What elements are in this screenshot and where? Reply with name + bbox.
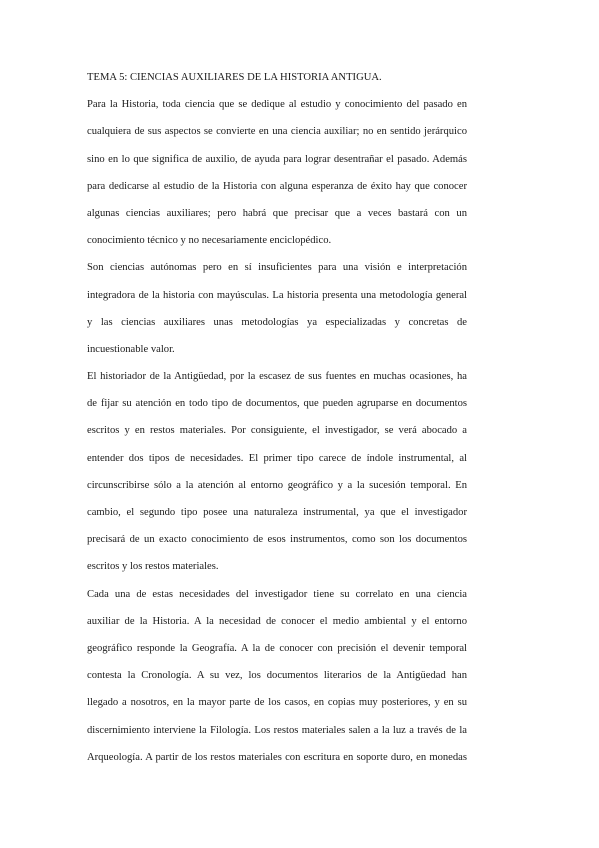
paragraph-3-line-1: El historiador de la Antigüedad, por la escasez de sus fuentes en muchas ocasiones, ha	[87, 371, 467, 383]
paragraph-1-line-4: para dedicarse al estudio de la Historia con alguna esperanza de éxito hay que conocer	[87, 180, 467, 192]
document-body	[87, 70, 467, 777]
paragraph-4-line-4: contesta la Cronología. A su vez, los documentos literarios de la Antigüedad han	[87, 670, 467, 682]
paragraph-4-line-7: Arqueología. A partir de los restos materiales con escritura en soporte duro, en monedas	[87, 751, 467, 763]
paragraph-4-line-6: discernimiento interviene la Filología. Los restos materiales salen a la luz a través de la	[87, 724, 467, 736]
paragraph-3-line-8: escritos y los restos materiales.	[87, 561, 219, 573]
paragraph-4-line-5: llegado a nosotros, en la mayor parte de los casos, en copias muy posteriores, y en su	[87, 697, 467, 709]
paragraph-3-line-6: cambio, el segundo tipo posee una naturaleza instrumental, ya que el investigador	[87, 507, 467, 518]
paragraph-4-line-3: geográfico responde la Geografía. A la de conocer con precisión el devenir temporal	[87, 642, 467, 654]
paragraph-1-line-3: sino en lo que significa de auxilio, de ayuda para lograr desentrañar el pasado. Además	[87, 153, 467, 165]
paragraph-3-line-5: circunscribirse sólo a la atención al entorno geográfico y a la sucesión temporal. En	[87, 479, 467, 491]
paragraph-2-line-2: integradora de la historia con mayúsculas. La historia presenta una metodología general	[87, 289, 467, 301]
paragraph-1-line-1: Para la Historia, toda ciencia que se dedique al estudio y conocimiento del pasado en	[87, 99, 467, 111]
paragraph-4-line-2: auxiliar de la Historia. A la necesidad de conocer el medio ambiental y el entorno	[87, 615, 467, 627]
paragraph-1-line-2: cualquiera de sus aspectos se convierte en una ciencia auxiliar; no en sentido jerárquico	[87, 126, 467, 138]
paragraph-1-line-5: algunas ciencias auxiliares; pero habrá que precisar que a veces bastará con un	[87, 207, 467, 219]
document-title: TEMA 5: CIENCIAS AUXILIARES DE LA HISTORIA ANTIGUA.	[87, 72, 382, 83]
paragraph-3-line-2: de fijar su atención en todo tipo de documentos, que pueden agruparse en documentos	[87, 398, 467, 410]
paragraph-3-line-7: precisará de un exacto conocimiento de esos instrumentos, como son los documentos	[87, 534, 467, 546]
paragraph-1-line-6: conocimiento técnico y no necesariamente enciclopédico.	[87, 235, 332, 247]
paragraph-2-line-3: y las ciencias auxiliares unas metodologías ya especializadas y concretas de	[87, 316, 467, 328]
paragraph-4-line-1: Cada una de estas necesidades del investigador tiene su correlato en una ciencia	[87, 588, 467, 600]
paragraph-3-line-4: entender dos tipos de necesidades. El primer tipo carece de índole instrumental, al	[87, 452, 467, 464]
paragraph-3-line-3: escritos y en restos materiales. Por consiguiente, el investigador, se verá abocado a	[87, 425, 467, 437]
paragraph-2-line-4: incuestionable valor.	[87, 343, 175, 355]
paragraph-2-line-1: Son ciencias autónomas pero en sí insuficientes para una visión e interpretación	[87, 262, 467, 274]
